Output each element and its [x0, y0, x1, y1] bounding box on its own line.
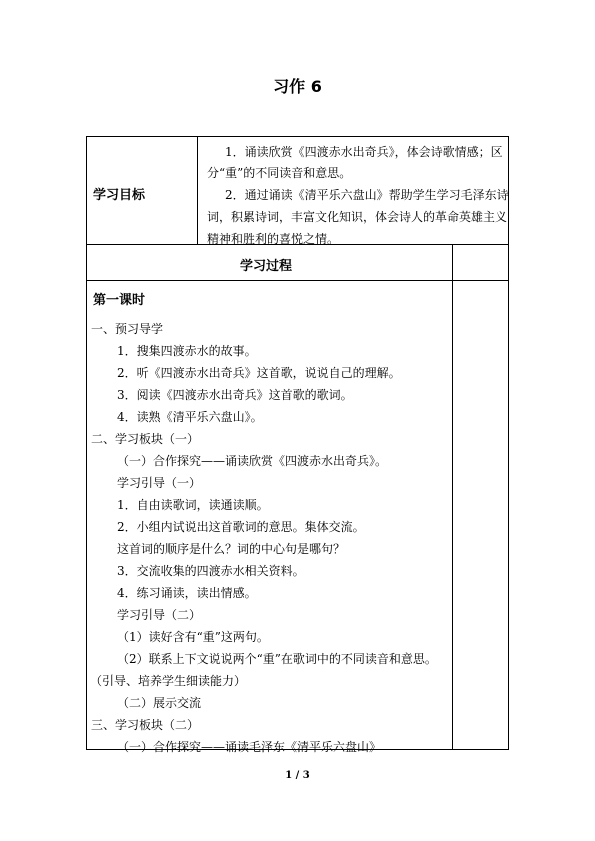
goals-label: 学习目标: [93, 188, 146, 203]
goals-divider: [197, 136, 198, 244]
process-line: （二）展示交流: [117, 696, 202, 710]
goal-line: 2．通过诵读《清平乐六盘山》帮助学生学习毛泽东诗: [225, 188, 509, 202]
process-line: 2．小组内试说出这首歌词的意思。集体交流。: [117, 520, 365, 534]
page-title: 习作 6: [273, 77, 322, 96]
lesson-title: 第一课时: [93, 293, 146, 308]
process-line: 2．听《四渡赤水出奇兵》这首歌，说说自己的理解。: [117, 366, 401, 380]
notes-column-divider: [452, 244, 453, 750]
process-line: （2）联系上下文说说两个“重”在歌词中的不同读音和意思。: [117, 652, 437, 666]
process-line: （一）合作探究——诵读欣赏《四渡赤水出奇兵》。: [117, 454, 388, 468]
process-line: （1）读好含有“重”这两句。: [117, 630, 269, 644]
goal-line: 分“重”的不同读音和意思。: [207, 166, 352, 180]
process-line: 3．交流收集的四渡赤水相关资料。: [117, 564, 305, 578]
process-line: 4．读熟《清平乐六盘山》。: [117, 410, 263, 424]
process-line: 二、学习板块（一）: [91, 432, 200, 446]
process-line: （一）合作探究——诵读毛泽东《清平乐六盘山》: [117, 740, 382, 754]
process-header-rule: [86, 280, 509, 281]
page-number: 1 / 3: [285, 770, 310, 781]
process-line: 一、预习导学: [91, 322, 164, 336]
goal-line: 1．诵读欣赏《四渡赤水出奇兵》，体会诗歌情感；区: [225, 145, 503, 159]
process-line: 3．阅读《四渡赤水出奇兵》这首歌的歌词。: [117, 388, 353, 402]
process-line: （引导、培养学生细读能力）: [90, 674, 247, 688]
process-line: 4．练习诵读，读出情感。: [117, 586, 257, 600]
process-line: 三、学习板块（二）: [91, 718, 200, 732]
goal-line: 词，积累诗词，丰富文化知识，体会诗人的革命英雄主义: [207, 210, 508, 224]
process-header: 学习过程: [240, 259, 293, 274]
process-line: 学习引导（一）: [117, 476, 202, 490]
process-line: 学习引导（二）: [117, 608, 202, 622]
process-line: 1．自由读歌词，读通读顺。: [117, 498, 269, 512]
goal-line: 精神和胜利的喜悦之情。: [207, 232, 340, 246]
process-line: 1．搜集四渡赤水的故事。: [117, 344, 257, 358]
process-line: 这首词的顺序是什么？词的中心句是哪句？: [117, 542, 346, 556]
